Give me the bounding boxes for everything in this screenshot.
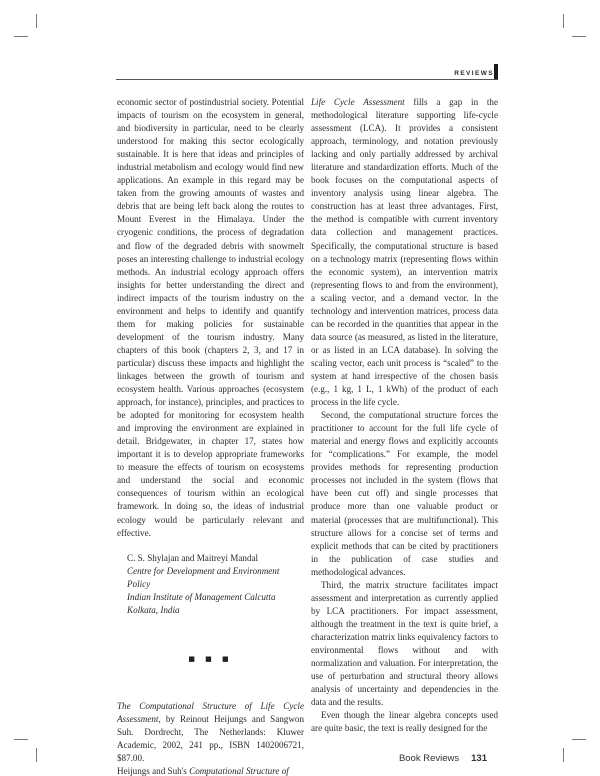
book-citation xyxy=(117,700,304,765)
reviewer-signature xyxy=(117,552,304,617)
crop-mark xyxy=(14,739,28,740)
body-paragraph: Even though the linear algebra concepts used are quite basic, the text is really designed for the xyxy=(311,710,498,734)
section-separator: ■ ■ ■ xyxy=(188,654,233,663)
left-column xyxy=(117,96,304,776)
page-footer xyxy=(399,753,487,764)
review-authors: Heijungs and Suh's xyxy=(117,765,190,776)
crop-mark xyxy=(563,14,564,28)
body-text: fills a gap in the methodological literature supporting life-cycle assessment (LCA). It provides a consistent approach, terminology, and notation previously lacking and only partially addressed by archival literature and standardization efforts. Much of the book focuses on the computational aspects of inventory analysis using linear algebra. The construction has at least three advantages. First, the method is compatible with current inventory data collection and management practices. Specifically, the computational structure is based on a technology matrix (representing flows within the economic system), an intervention matrix (representing flows to and from the environment), a scaling vector, and a demand vector. In the technology and intervention matrices, process data can be recorded in the quantities that appear in the data source (as measured, as listed in the literature, or as listed in an LCA database). In solving the scaling vector, each unit process is “scaled” to the system at hand irrespective of the chosen basis (e.g., 1 kg, 1 L, 1 kWh) of the product of each process in the life cycle. xyxy=(311,97,498,408)
crop-mark xyxy=(563,748,564,762)
crop-mark xyxy=(36,748,37,762)
body-paragraph: Third, the matrix structure facilitates impact assessment and interpretation as currently applied by LCA practitioners. For impact assessment, although the treatment in the text is quite brief, a characterization matrix links equivalency factors to environmental flows without and with normalization and valuation. For interpretation, the use of perturbation and structural theory allows analysis of uncertainty and dependencies in the data and the results. xyxy=(311,579,498,708)
body-paragraph: economic sector of postindustrial society. Potential impacts of tourism on the ecosystem in general, and biodiversity in particular, need to be clearly understood for making this sector ecologically sustainable. It is here that ideas and principles of industrial metabolism and ecology would find new applications. An example in this regard may be taken from the growing amounts of wastes and debris that are being left back along the routes to Mount Everest in the Himalaya. Under the cryogenic conditions, the process of degradation and flow of the degraded debris with snowmelt poses an interesting challenge to industrial ecology methods. An industrial ecology approach offers insights for better understanding the direct and indirect impacts of the tourism industry on the environment and helps to identify and quantify them for making policies for sustainable development of the tourism industry. Many chapters of this book (chapters 2, 3, and 17 in particular) discuss these impacts and highlight the linkages between the growth of tourism and ecosystem health. Various approaches (ecosystem approach, for instance), principles, and practices to be adopted for monitoring for ecosystem health and improving the environment are explained in detail. Bridgewater, in chapter 17, states how important it is to develop appropriate frameworks to measure the effects of tourism on ecosystems and understand the social and economic consequences of tourism within an ecological framework. In doing so, the ideas of industrial ecology would be particularly relevant and effective. xyxy=(117,97,304,538)
crop-mark xyxy=(572,739,586,740)
page-number: 131 xyxy=(471,753,487,764)
reviewer-affiliation: Centre for Development and Environment Policy xyxy=(127,565,280,589)
crop-mark xyxy=(572,36,586,37)
crop-mark xyxy=(14,36,28,37)
running-head-rule xyxy=(116,79,498,80)
book-title: The Computational Structure of Life Cycle Assessment xyxy=(117,700,304,724)
crop-mark xyxy=(36,14,37,28)
reviewer-names: C. S. Shylajan and Maitreyi Mandal xyxy=(127,552,259,563)
running-head-bar xyxy=(494,64,498,79)
body-paragraph xyxy=(311,96,498,409)
review-title-start: Computational Structure of xyxy=(189,765,289,776)
book-details: , by Reinout Heijungs and Sangwon Suh. Dordrecht, The Netherlands: Kluwer Academic, 2002, 241 pp., ISBN 1402006721, $87.00. xyxy=(117,713,304,763)
review-title-end: Life Cycle Assessment xyxy=(311,97,405,107)
review-opening xyxy=(117,765,304,776)
right-column xyxy=(311,96,498,735)
body-paragraph: Second, the computational structure forces the practitioner to account for the full life cycle of material and energy flows and explicitly accounts for “complications.” For example, the model provides methods for representing production processes not included in the system (flows that have been cut off) and single processes that produce more than one valuable product or material (processes that are multifunctional). This structure allows for a concise set of terms and explicit methods that can be cited by practitioners in the publication of case studies and methodological advances. xyxy=(311,410,498,577)
running-head: REVIEWS xyxy=(454,70,494,77)
reviewer-city: Kolkata, India xyxy=(127,604,180,615)
footer-section: Book Reviews xyxy=(398,753,460,764)
reviewer-institute: Indian Institute of Management Calcutta xyxy=(127,591,276,602)
